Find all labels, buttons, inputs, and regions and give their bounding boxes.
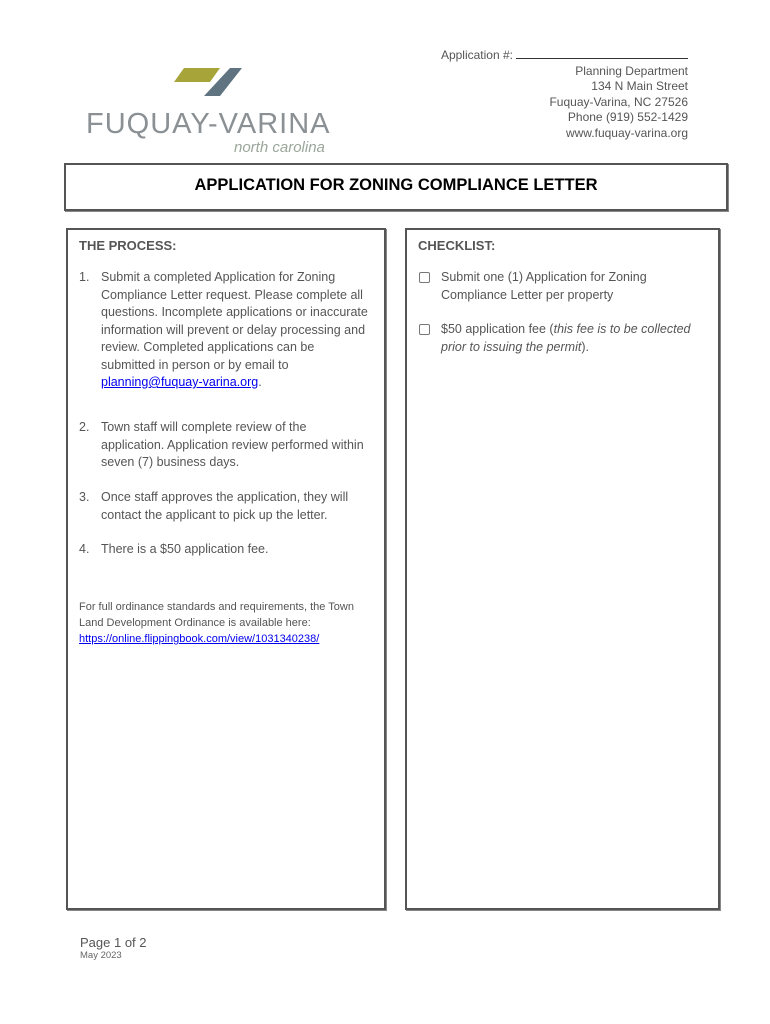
checklist-heading: CHECKLIST:	[418, 238, 496, 253]
department-contact	[441, 46, 688, 141]
process-steps	[79, 269, 369, 647]
city-state-zip: Fuquay-Varina, NC 27526	[549, 94, 688, 109]
website: www.fuquay-varina.org	[565, 125, 688, 140]
process-step	[79, 419, 369, 489]
checkbox[interactable]	[419, 324, 430, 335]
checklist-item-text: Submit one (1) Application for Zoning Compliance Letter per property	[441, 270, 647, 302]
process-panel	[66, 228, 386, 910]
checkbox[interactable]	[419, 272, 430, 283]
application-number-field[interactable]	[516, 46, 688, 59]
department-name: Planning Department	[575, 63, 688, 78]
ordinance-note-text: For full ordinance standards and requirements, the Town Land Development Ordinance is available here:	[79, 601, 354, 629]
logo-wordmark: FUQUAY-VARINA	[86, 108, 331, 140]
ordinance-link[interactable]: https://online.flippingbook.com/view/1031340238/	[79, 633, 320, 645]
application-number-row	[441, 46, 688, 64]
checklist-item	[419, 269, 704, 321]
fuquay-varina-logo	[86, 68, 331, 158]
page-number: Page 1 of 2	[80, 935, 147, 950]
step-text: Submit a completed Application for Zoning Compliance Letter request. Please complete all questions. Incomplete applications or inaccurate information will prevent or delay processing and review. Completed applications can be submitted in person or by email to	[101, 270, 368, 372]
checklist-punctuation: ).	[581, 339, 589, 354]
step-punctuation: .	[258, 375, 262, 389]
process-heading: THE PROCESS:	[79, 238, 177, 253]
step-number: 2.	[79, 420, 90, 434]
step-text: There is a $50 application fee.	[101, 542, 269, 556]
process-step	[79, 269, 369, 419]
step-number: 3.	[79, 490, 90, 504]
process-step	[79, 489, 369, 541]
checklist-panel	[405, 228, 720, 910]
ordinance-note	[79, 599, 374, 647]
checklist-items	[419, 269, 704, 356]
step-number: 4.	[79, 542, 90, 556]
process-step	[79, 541, 369, 599]
street-address: 134 N Main Street	[591, 79, 688, 93]
title-box	[64, 163, 728, 211]
application-number-label: Application #:	[440, 48, 513, 62]
page-title: APPLICATION FOR ZONING COMPLIANCE LETTER	[194, 176, 598, 194]
revision-date: May 2023	[80, 950, 122, 961]
phone-number: Phone (919) 552-1429	[567, 110, 688, 124]
checklist-item-text: $50 application fee (	[441, 322, 554, 336]
step-text: Once staff approves the application, they will contact the applicant to pick up the letter.	[101, 490, 349, 522]
planning-email-link[interactable]: planning@fuquay-varina.org	[101, 375, 259, 389]
checklist-item	[419, 321, 704, 356]
logo-subtitle: north carolina	[234, 139, 325, 156]
logo-chevron-icon	[174, 68, 254, 96]
fee-note: this fee is to be collected prior to issuing the permit	[441, 322, 691, 354]
step-number: 1.	[79, 270, 90, 284]
step-text: Town staff will complete review of the application. Application review performed within seven (7) business days.	[101, 420, 364, 469]
